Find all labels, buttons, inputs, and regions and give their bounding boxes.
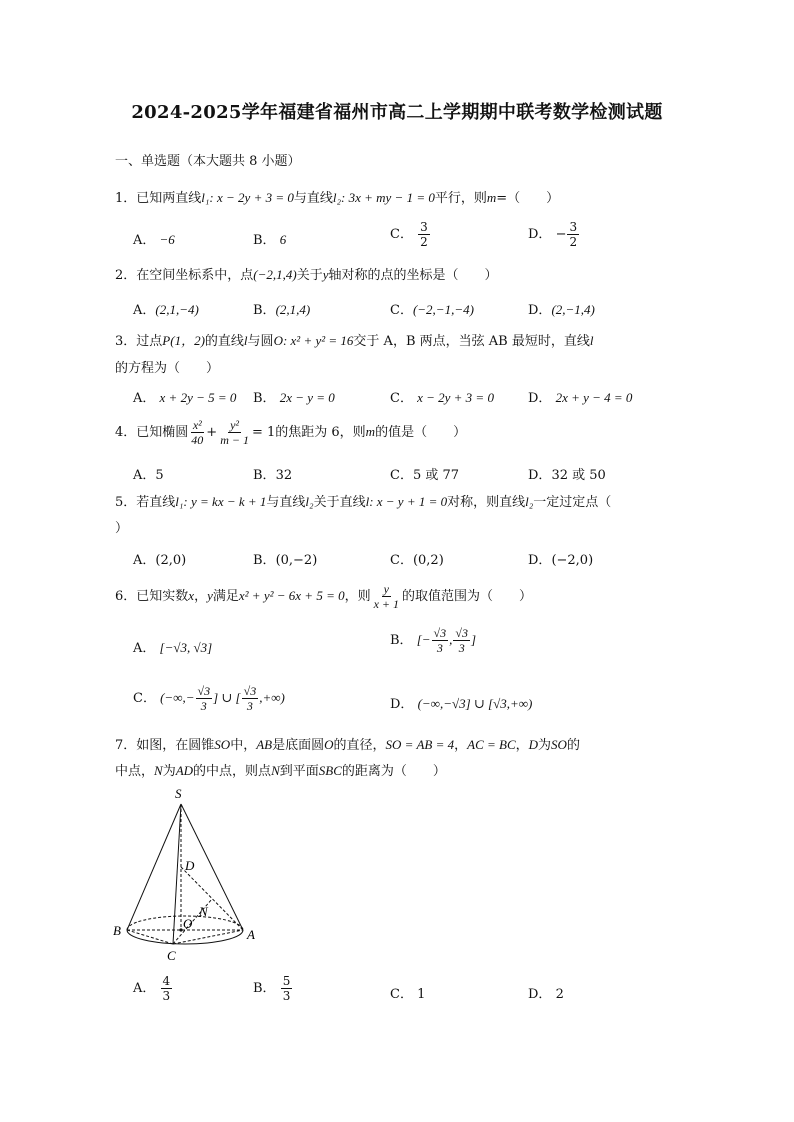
question-4-stem: 4．已知椭圆 $\frac{\text{x²}}{40}$ + $\frac{\text{y²}}{m - 1}$ = 1的焦距为 6，则m的值是（ ） [115, 418, 467, 447]
q6-option-d: D． (−∞,−√3] ∪ [√3,+∞) [390, 696, 533, 712]
q4-option-b: B．32 [253, 468, 293, 483]
q5-option-d: D．(−2,0) [528, 553, 594, 568]
cone-edge-sc [173, 804, 181, 944]
q5-option-b: B．(0,−2) [253, 553, 318, 568]
question-5-stem-line2: ） [115, 521, 129, 536]
q7-option-d: D． 2 [528, 987, 564, 1002]
q1-option-a: A． −6 [133, 232, 175, 248]
label-d: D [185, 858, 195, 873]
q4-option-a: A．5 [133, 468, 164, 483]
q7-option-c: C． 1 [390, 987, 426, 1002]
q3-option-c: C． x − 2y + 3 = 0 [390, 390, 494, 406]
cone-figure [105, 782, 265, 967]
label-o: O [183, 916, 193, 931]
q2-option-d: D．(2,−1,4) [528, 302, 595, 318]
q4-option-c: C．5 或 77 [390, 468, 460, 483]
q6-option-c: C． (−∞,− $\frac{√3}{3}$ ] ∪ [ $\frac{√3}{3}$ ,+∞) [133, 684, 285, 713]
q1-option-c: C． $\frac{3}{2}$ [390, 220, 428, 249]
q5-option-a: A．(2,0) [133, 553, 187, 568]
q4-option-d: D．32 或 50 [528, 468, 606, 483]
q3-option-a: A． x + 2y − 5 = 0 [133, 390, 237, 406]
label-c: C [167, 948, 176, 963]
label-b: B [113, 923, 121, 938]
label-n: N [199, 904, 208, 919]
q7-option-a: A． $\frac{4}{3}$ [133, 974, 171, 1003]
q5-option-c: C．(0,2) [390, 553, 444, 568]
cone-left-side [127, 804, 181, 930]
q2-option-a: A．(2,1,−4) [133, 302, 199, 318]
question-7-stem-line2: 中点，N为AD的中点，则点N到平面SBC的距离为（ ） [115, 763, 446, 779]
label-s: S [175, 786, 182, 801]
question-5-stem: 5．若直线l₁: y = kx − k + 1与直线l₂关于直线l: x − y + 1 = 0对称，则直线l₂一定过定点（ [115, 494, 612, 510]
section-heading: 一、单选题（本大题共 8 小题） [115, 154, 301, 169]
q7-option-b: B． $\frac{5}{3}$ [253, 974, 291, 1003]
question-2-stem: 2．在空间坐标系中，点(−2,1,4)关于y轴对称的点的坐标是（ ） [115, 267, 498, 283]
question-7-stem: 7．如图，在圆锥SO中，AB是底面圆O的直径，SO = AB = 4，AC = BC，D为SO的 [115, 737, 580, 753]
page-title: 2024-2025学年福建省福州市高二上学期期中联考数学检测试题 [131, 102, 663, 123]
q6-option-a: A． [−√3, √3] [133, 640, 213, 656]
question-3-stem-line2: 的方程为（ ） [115, 361, 220, 376]
question-6-stem: 6．已知实数x，y满足x² + y² − 6x + 5 = 0，则 $\frac{y}{x + 1}$ 的取值范围为（ ） [115, 582, 533, 611]
label-a: A [247, 927, 255, 942]
q1-option-d: D． − $\frac{3}{2}$ [528, 220, 578, 249]
question-1-stem: 1．已知两直线l₁: x − 2y + 3 = 0与直线l₂: 3x + my − 1 = 0平行，则m=（ ） [115, 190, 560, 206]
q1-option-b: B． 6 [253, 232, 287, 248]
q3-option-d: D． 2x + y − 4 = 0 [528, 390, 633, 406]
q6-option-b: B． [− $\frac{√3}{3}$ , $\frac{√3}{3}$ ] [390, 626, 477, 655]
q3-option-b: B． 2x − y = 0 [253, 390, 335, 406]
question-3-stem: 3．过点P(1，2)的直线l与圆O: x² + y² = 16交于 A，B 两点，当弦 AB 最短时，直线l [115, 333, 594, 349]
q2-option-b: B．(2,1,4) [253, 302, 311, 318]
q2-option-c: C．(−2,−1,−4) [390, 302, 474, 318]
